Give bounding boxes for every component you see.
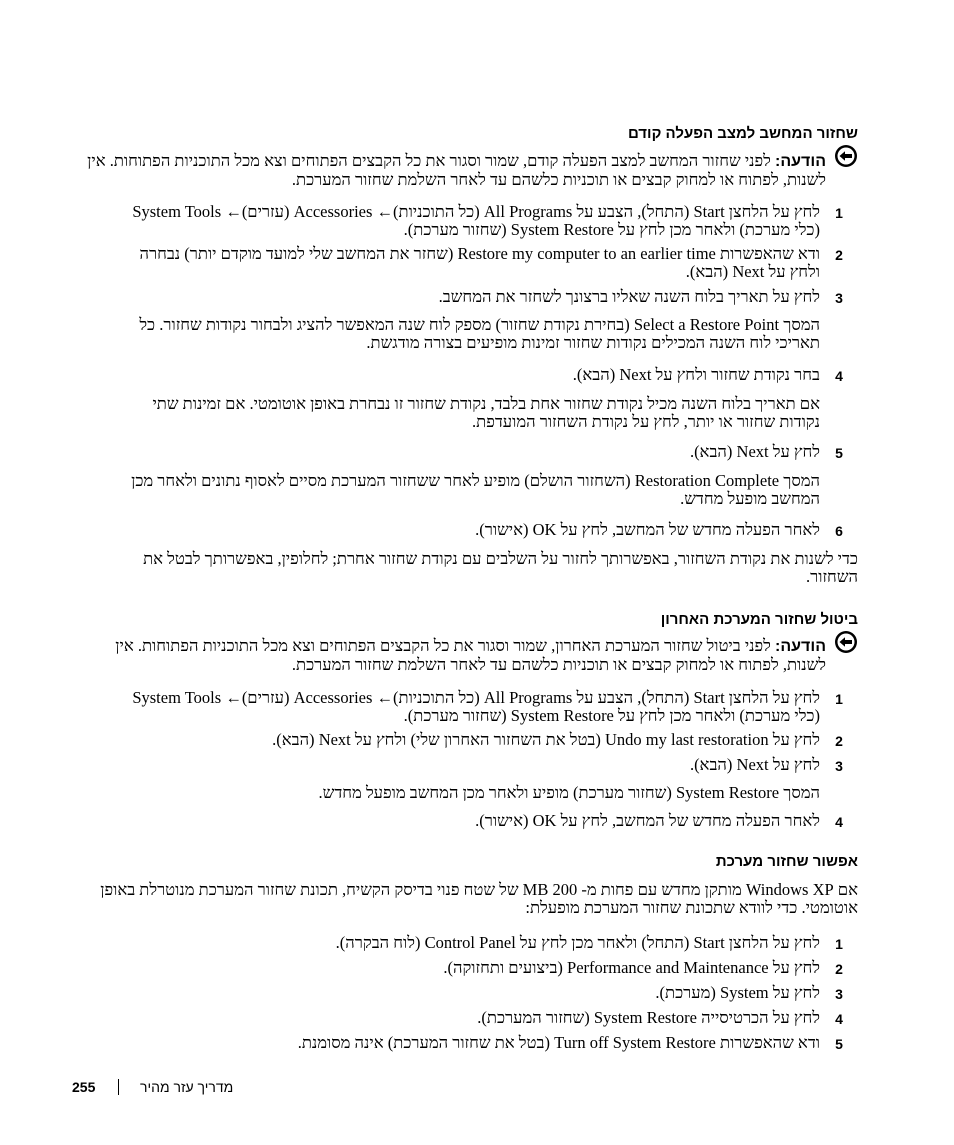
step-text: לחץ על Next (הבא). (689, 442, 820, 461)
step-detail: המסך Select a Restore Point (בחירת נקודת שחזור) מספק לוח שנה המאפשר להציג ולבחור נקודות שחזור. כל תאריכי לוח השנה המכילים נקודות שחזור זמינות מופיעים בצורה מודגשת. (139, 315, 820, 352)
footer-title: מדריך עזר מהיר (140, 1079, 234, 1095)
step-text: לאחר הפעלה מחדש של המחשב, לחץ על OK (אישור). (475, 520, 820, 539)
step-text: לחץ על הלחצן Start (התחל), הצבע על All Programs (כל התוכניות)← Accessories (עזרים)← System Tools (כלי מערכת) ולאחר מכן לחץ על System Restore (שחזור מערכת). (132, 202, 820, 239)
step-text: לחץ על System (מערכת). (655, 983, 820, 1002)
step-number: 1 (835, 691, 843, 707)
step-number: 1 (835, 936, 843, 952)
notice-text: לפני ביטול שחזור המערכת האחרון, שמור וסגור את כל הקבצים הפתוחים וצא מכל התוכניות הפתוחות. אין לשנות, לפתוח או למחוק קבצים או תוכניות כלשהם עד לאחר השלמת שחזור המערכת. (115, 636, 826, 674)
step-detail: המסך System Restore (שחזור מערכת) מופיע ולאחר מכן המחשב מופעל מחדש. (318, 783, 820, 802)
notice-label: הודעה: (775, 638, 826, 655)
step-text: לחץ על הכרטיסייה System Restore (שחזור המערכת). (477, 1008, 820, 1027)
section-heading: ביטול שחזור המערכת האחרון (660, 611, 858, 628)
section-heading: אפשור שחזור מערכת (715, 853, 858, 870)
step-number: 3 (835, 986, 843, 1002)
footer-divider (118, 1079, 119, 1095)
notice-label: הודעה: (775, 153, 826, 170)
step-text: לחץ על הלחצן Start (התחל), הצבע על All Programs (כל התוכניות)← Accessories (עזרים)← System Tools (כלי מערכת) ולאחר מכן לחץ על System Restore (שחזור מערכת). (132, 688, 820, 725)
step-number: 5 (835, 1036, 843, 1052)
step-number: 4 (835, 814, 843, 830)
section-paragraph: אם Windows XP מותקן מחדש עם פחות מ- 200 MB של שטח פנוי בדיסק הקשיח, תכונת שחזור המערכת מנוטרלת באופן אוטומטי. כדי לוודא שתכונת שחזור המערכת מופעלת: (100, 880, 858, 917)
step-number: 1 (835, 205, 843, 221)
section-heading: שחזור המחשב למצב הפעלה קודם (627, 125, 858, 142)
step-text: לחץ על Next (הבא). (689, 755, 820, 774)
step-text: לאחר הפעלה מחדש של המחשב, לחץ על OK (אישור). (475, 811, 820, 830)
step-number: 3 (835, 758, 843, 774)
step-number: 4 (835, 368, 843, 384)
step-text: בחר נקודת שחזור ולחץ על Next (הבא). (572, 365, 820, 384)
step-text: לחץ על Performance and Maintenance (ביצועים ותחזוקה). (443, 958, 820, 977)
step-detail: אם תאריך בלוח השנה מכיל נקודת שחזור אחת בלבד, נקודת שחזור זו נבחרת באופן אוטומטי. אם זמינות שתי נקודות שחזור או יותר, לחץ על נקודת השחזור המועדפת. (152, 394, 820, 431)
step-number: 2 (835, 247, 843, 263)
step-number: 3 (835, 290, 843, 306)
step-text: לחץ על Undo my last restoration (בטל את השחזור האחרון שלי) ולחץ על Next (הבא). (272, 730, 820, 749)
step-text: ודא שהאפשרות Restore my computer to an earlier time (שחזר את המחשב שלי למועד מוקדם יותר) נבחרה ולחץ על Next (הבא). (139, 244, 820, 281)
step-text: ודא שהאפשרות Turn off System Restore (בטל את שחזור המערכת) אינה מסומנת. (297, 1033, 820, 1052)
step-number: 2 (835, 961, 843, 977)
section-paragraph: כדי לשנות את נקודת השחזור, באפשרותך לחזור על השלבים עם נקודת שחזור אחרת; לחלופין, באפשרותך לבטל את השחזור. (143, 549, 858, 586)
step-number: 4 (835, 1011, 843, 1027)
notice-text: לפני שחזור המחשב למצב הפעלה קודם, שמור וסגור את כל הקבצים הפתוחים וצא מכל התוכניות הפתוחות. אין לשנות, לפתוח או למחוק קבצים או תוכניות כלשהם עד לאחר השלמת שחזור המערכת. (87, 151, 826, 189)
step-text: לחץ על תאריך בלוח השנה שאליו ברצונך לשחזר את המחשב. (438, 287, 820, 306)
notice-paragraph (86, 152, 826, 189)
notice-paragraph (86, 637, 826, 674)
step-number: 2 (835, 733, 843, 749)
notice-arrow-icon (834, 630, 858, 654)
step-number: 5 (835, 445, 843, 461)
step-detail: המסך Restoration Complete (השחזור הושלם) מופיע לאחר ששחזור המערכת מסיים לאסוף נתונים ולאחר מכן המחשב מופעל מחדש. (131, 471, 820, 508)
step-number: 6 (835, 523, 843, 539)
page-number: 255 (72, 1079, 96, 1095)
notice-arrow-icon (834, 144, 858, 168)
step-text: לחץ על הלחצן Start (התחל) ולאחר מכן לחץ על Control Panel (לוח הבקרה). (335, 933, 820, 952)
